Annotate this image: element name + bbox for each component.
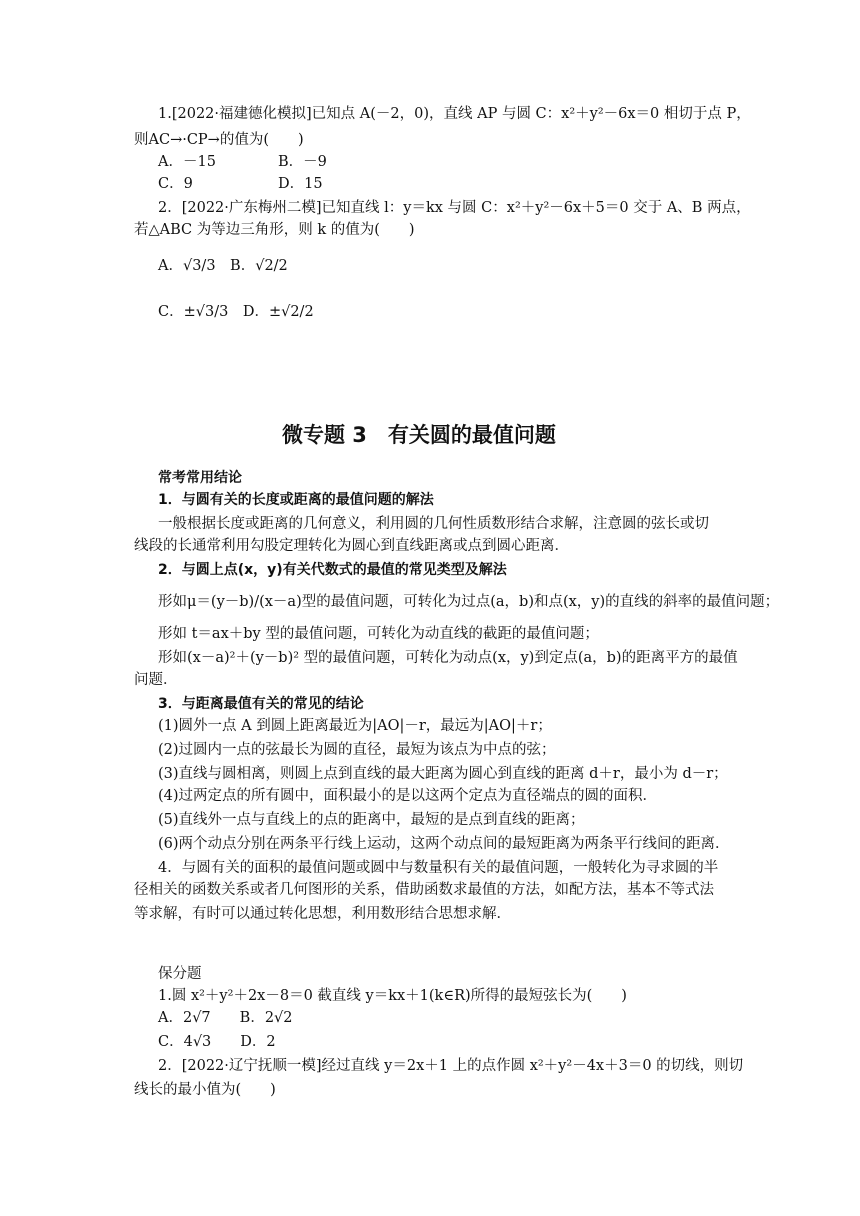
q1-option-c: C．9 — [158, 176, 193, 192]
conclusion-6: (6)两个动点分别在两条平行线上运动，这两个动点间的最短距离为两条平行线间的距离． — [158, 836, 730, 852]
p2-q2-stem-line1: 2．[2022·辽宁抚顺一模]经过直线 y＝2x＋1 上的点作圆 x²＋y²－4x＋3＝0 的切线，则切 — [158, 1058, 744, 1074]
basic-questions-heading: 保分题 — [158, 966, 202, 982]
q2-stem-line1: 2．[2022·广东梅州二模]已知直线 l：y＝kx 与圆 C：x²＋y²－6x＋5＝0 交于 A、B 两点， — [158, 200, 751, 216]
section-heading: 常考常用结论 — [158, 470, 242, 486]
q2-stem-line2: 若△ABC 为等边三角形，则 k 的值为( ) — [134, 222, 415, 238]
section-title: 微专题 3 有关圆的最值问题 — [282, 423, 556, 447]
p2-q1-options-cd: C．4√3 D．2 — [158, 1034, 276, 1050]
paragraph-2d: 问题． — [134, 672, 178, 688]
paragraph-2b: 形如 t＝ax＋by 型的最值问题，可转化为动直线的截距的最值问题； — [158, 626, 599, 642]
subheading-1: 1．与圆有关的长度或距离的最值问题的解法 — [158, 492, 434, 508]
conclusion-1: (1)圆外一点 A 到圆上距离最近为|AO|－r，最远为|AO|＋r； — [158, 718, 552, 734]
paragraph-2c: 形如(x－a)²＋(y－b)² 型的最值问题，可转化为动点(x，y)到定点(a，b)的距离平方的最值 — [158, 650, 738, 666]
q2-options-ab: A．√3/3 B．√2/2 — [158, 258, 288, 274]
p2-q2-stem-line2: 线长的最小值为( ) — [134, 1082, 276, 1098]
q1-stem-line2: 则AC→·CP→的值为( ) — [134, 132, 304, 148]
subheading-3: 3．与距离最值有关的常见的结论 — [158, 696, 364, 712]
subheading-2: 2．与圆上点(x，y)有关代数式的最值的常见类型及解法 — [158, 562, 507, 578]
q1-option-b: B．－9 — [278, 154, 327, 170]
p2-q1-options-ab: A．2√7 B．2√2 — [158, 1010, 293, 1026]
q1-option-d: D．15 — [278, 176, 323, 192]
q2-options-cd: C．±√3/3 D．±√2/2 — [158, 304, 314, 320]
p2-q1-stem: 1.圆 x²＋y²＋2x－8＝0 截直线 y＝kx＋1(k∈R)所得的最短弦长为( ) — [158, 988, 627, 1004]
conclusion-2: (2)过圆内一点的弦最长为圆的直径，最短为该点为中点的弦； — [158, 742, 556, 758]
conclusion-5: (5)直线外一点与直线上的点的距离中，最短的是点到直线的距离； — [158, 812, 585, 828]
q1-option-a: A．－15 — [158, 154, 216, 170]
paragraph-1b: 线段的长通常利用勾股定理转化为圆心到直线距离或点到圆心距离． — [134, 538, 569, 554]
paragraph-2a: 形如μ＝(y－b)/(x－a)型的最值问题，可转化为过点(a，b)和点(x，y)的直线的斜率的最值问题； — [158, 594, 780, 610]
paragraph-4c: 等求解，有时可以通过转化思想，利用数形结合思想求解． — [134, 906, 511, 922]
q1-stem-line1: 1.[2022·福建德化模拟]已知点 A(－2，0)，直线 AP 与圆 C：x²＋y²－6x＝0 相切于点 P， — [158, 106, 751, 122]
paragraph-4a: 4．与圆有关的面积的最值问题或圆中与数量积有关的最值问题，一般转化为寻求圆的半 — [158, 860, 719, 876]
conclusion-3: (3)直线与圆相离，则圆上点到直线的最大距离为圆心到直线的距离 d＋r，最小为 d－r； — [158, 766, 728, 782]
paragraph-1a: 一般根据长度或距离的几何意义，利用圆的几何性质数形结合求解，注意圆的弦长或切 — [158, 516, 709, 532]
paragraph-4b: 径相关的函数关系或者几何图形的关系，借助函数求最值的方法，如配方法，基本不等式法 — [134, 882, 714, 898]
conclusion-4: (4)过两定点的所有圆中，面积最小的是以这两个定点为直径端点的圆的面积． — [158, 788, 658, 804]
